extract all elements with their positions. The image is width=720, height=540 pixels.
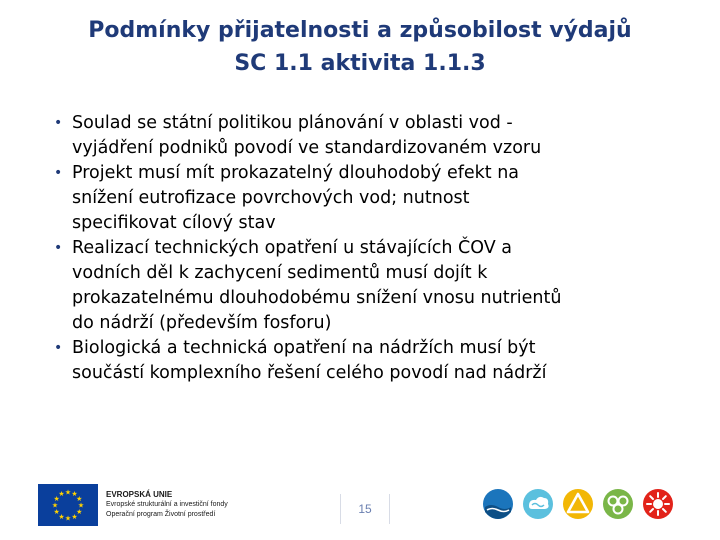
- eu-star-icon: ★: [64, 514, 72, 523]
- water-icon: [482, 488, 514, 520]
- slide-title-line-2: SC 1.1 aktivita 1.1.3: [234, 51, 486, 76]
- bullet-dot: •: [54, 340, 63, 356]
- eu-star-icon: ★: [58, 512, 65, 521]
- page-number: 15: [340, 494, 390, 524]
- footer: [0, 478, 720, 540]
- waste-icon: [562, 488, 594, 520]
- bullet-dot: •: [54, 115, 63, 131]
- bullet-text-line: Projekt musí mít prokazatelný dlouhodobý efekt na: [72, 163, 520, 183]
- eu-star-icon: ★: [71, 512, 78, 521]
- slide-title: [40, 14, 680, 80]
- bullet-text-line: snížení eutrofizace povrchových vod; nutnost: [72, 188, 470, 208]
- eu-logo-name: EVROPSKÁ UNIE: [106, 490, 173, 499]
- bullet-text-line: do nádrží (především fosforu): [72, 313, 332, 333]
- bullet-item: [50, 336, 675, 386]
- eu-star-icon: ★: [76, 508, 83, 516]
- air-icon: [522, 488, 554, 520]
- nature-icon: [602, 488, 634, 520]
- bullet-item: [50, 236, 675, 336]
- eu-logo-text: [106, 490, 296, 520]
- bullet-text-line: součástí komplexního řešení celého povodí nad nádrží: [72, 363, 547, 383]
- theme-logos: [476, 488, 716, 532]
- eu-star-icon: ★: [51, 501, 59, 510]
- bullet-list: [50, 111, 675, 386]
- eu-logo-programme: Operační program Životní prostředí: [106, 511, 216, 518]
- bullet-text-line: specifikovat cílový stav: [72, 213, 276, 233]
- eu-logo-fund: Evropské strukturální a investiční fondy: [106, 501, 228, 508]
- eu-star-icon: ★: [76, 495, 83, 503]
- bullet-item: [50, 161, 675, 236]
- bullet-text-line: vodních děl k zachycení sedimentů musí dojít k: [72, 263, 488, 283]
- bullet-item: [50, 111, 675, 161]
- bullet-text-line: Biologická a technická opatření na nádržích musí být: [72, 338, 536, 358]
- slide-title-line-1: Podmínky přijatelnosti a způsobilost výdajů: [88, 18, 632, 43]
- eu-star-icon: ★: [71, 490, 78, 499]
- eu-flag-icon: [38, 484, 98, 526]
- eu-star-icon: ★: [53, 508, 60, 516]
- bullet-text-line: prokazatelnému dlouhodobému snížení vnosu nutrientů: [72, 288, 562, 308]
- energy-icon: [642, 488, 674, 520]
- eu-star-icon: ★: [53, 495, 60, 503]
- eu-star-icon: ★: [77, 501, 85, 510]
- bullet-text-line: Realizací technických opatření u stávajících ČOV a: [72, 238, 512, 258]
- eu-star-icon: ★: [58, 490, 65, 499]
- eu-star-icon: ★: [64, 488, 72, 497]
- bullet-dot: •: [54, 240, 63, 256]
- bullet-text-line: vyjádření podniků povodí ve standardizovaném vzoru: [72, 138, 542, 158]
- bullet-dot: •: [54, 165, 63, 181]
- bullet-text-line: Soulad se státní politikou plánování v oblasti vod -: [72, 113, 513, 133]
